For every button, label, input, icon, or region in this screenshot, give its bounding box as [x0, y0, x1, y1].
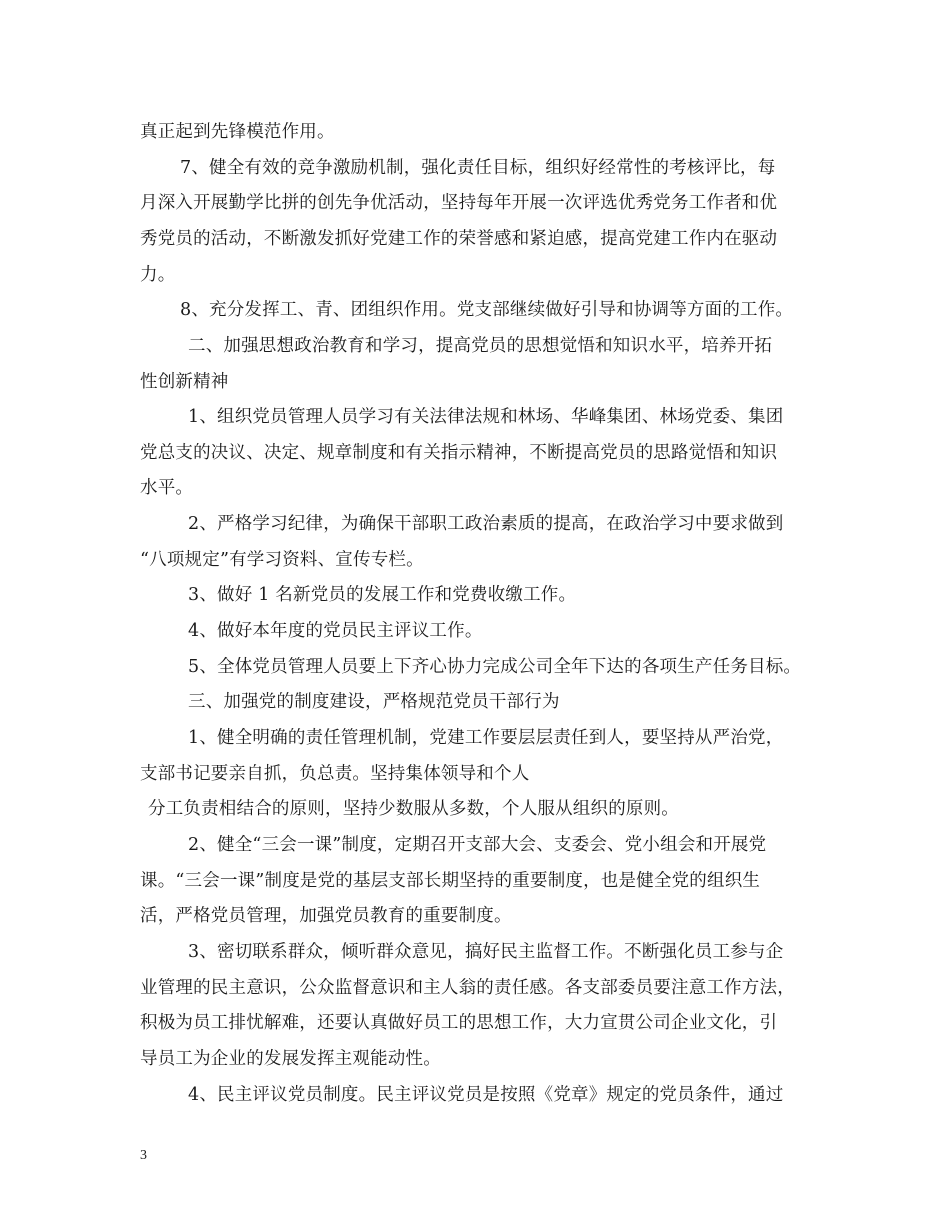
text-line: 8、充分发挥工、青、团组织作用。党支部继续做好引导和协调等方面的工作。	[180, 300, 794, 320]
text-line: 力。	[140, 265, 176, 285]
text-line: 月深入开展勤学比拼的创先争优活动，坚持每年开展一次评选优秀党务工作者和优	[140, 193, 778, 213]
text-line: 4、民主评议党员制度。民主评议党员是按照《党章》规定的党员条件，通过	[188, 1085, 784, 1105]
text-line: 3、密切联系群众，倾听群众意见，搞好民主监督工作。不断强化员工参与企	[188, 942, 784, 962]
section-heading: 三、加强党的制度建设，严格规范党员干部行为	[188, 692, 560, 712]
text-line: 2、严格学习纪律，为确保干部职工政治素质的提高，在政治学习中要求做到	[188, 514, 784, 534]
text-line: 2、健全“三会一课”制度，定期召开支部大会、支委会、党小组会和开展党	[188, 835, 767, 855]
text-line: 分工负责相结合的原则，坚持少数服从多数，个人服从组织的原则。	[148, 799, 679, 819]
text-line: “八项规定”有学习资料、宣传专栏。	[140, 550, 424, 570]
text-line: 秀党员的活动，不断激发抓好党建工作的荣誉感和紧迫感，提高党建工作内在驱动	[140, 229, 778, 249]
text-line: 党总支的决议、决定、规章制度和有关指示精神，不断提高党员的思路觉悟和知识	[140, 443, 778, 463]
text-line: 真正起到先锋模范作用。	[140, 122, 335, 142]
text-line: 3、做好 1 名新党员的发展工作和党费收缴工作。	[188, 585, 577, 605]
text-line: 1、组织党员管理人员学习有关法律法规和林场、华峰集团、林场党委、集团	[188, 407, 784, 427]
section-heading: 二、加强思想政治教育和学习，提高党员的思想觉悟和知识水平，培养开拓	[188, 336, 773, 356]
text-line: 水平。	[140, 478, 194, 498]
text-line: 活，严格党员管理，加强党员教育的重要制度。	[140, 906, 512, 926]
text-line: 课。“三会一课”制度是党的基层支部长期坚持的重要制度，也是健全党的组织生	[140, 871, 761, 891]
section-heading: 性创新精神	[140, 372, 229, 392]
text-line: 业管理的民主意识，公众监督意识和主人翁的责任感。各支部委员要注意工作方法，	[140, 978, 795, 998]
text-line: 1、健全明确的责任管理机制，党建工作要层层责任到人，要坚持从严治党，	[188, 728, 784, 748]
text-line: 7、健全有效的竞争激励机制，强化责任目标，组织好经常性的考核评比，每	[180, 158, 776, 178]
text-line: 支部书记要亲自抓，负总责。坚持集体领导和个人	[140, 764, 530, 784]
text-line: 积极为员工排忧解难，还要认真做好员工的思想工作，大力宣贯公司企业文化，引	[140, 1013, 778, 1033]
text-line: 5、全体党员管理人员要上下齐心协力完成公司全年下达的各项生产任务目标。	[188, 657, 802, 677]
text-line: 4、做好本年度的党员民主评议工作。	[188, 621, 483, 641]
text-line: 导员工为企业的发展发挥主观能动性。	[140, 1049, 441, 1069]
page-number: 3	[140, 1148, 147, 1163]
